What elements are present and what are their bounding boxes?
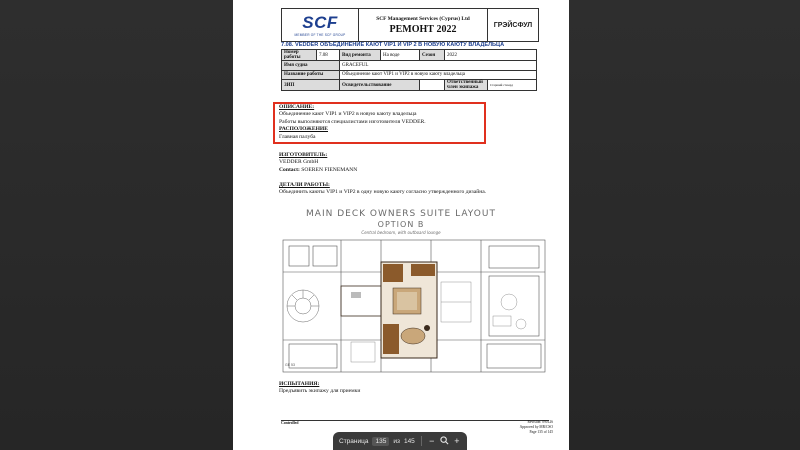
table-row (282, 61, 537, 71)
job-name-label: Название работы (282, 70, 340, 80)
table-row (282, 50, 537, 61)
work-title: 7.08. VEDDER ОБЪЕДИНЕНИЕ КАЮТ VIP1 И VIP 2 В НОВУЮ КАЮТУ ВЛАДЕЛЬЦА (281, 42, 505, 48)
responsible: Старший стюард (488, 80, 537, 91)
contact-label: Contact: (279, 166, 300, 173)
floor-plan-drawing (281, 232, 549, 377)
season-label: Сезон (420, 50, 445, 61)
footer-meta (495, 420, 553, 435)
inspection-value (420, 80, 445, 91)
footer-revision: Revision: 090126 (527, 420, 553, 424)
description-line: Работы выполняются специалистами изготовителя VEDDER. (279, 118, 426, 125)
footer-approved: Approved by MR/CSO (519, 425, 553, 429)
page-label: Страница (339, 437, 369, 445)
document-header (281, 8, 539, 42)
work-no-label: Номер работы (282, 50, 317, 61)
plan-subtitle: Central bedroom, with outboard lounge (361, 230, 441, 235)
page-navigation-bar (333, 432, 467, 450)
company-cell (359, 9, 488, 41)
ship-name: GRACEFUL (340, 61, 537, 71)
description-heading: ОПИСАНИЕ: (279, 104, 315, 110)
zoom-icon[interactable] (440, 436, 449, 447)
zoom-out-button[interactable]: − (429, 436, 435, 446)
toolbar-divider (421, 436, 422, 446)
description-line: Объединение кают VIP1 и VIP2 в новую каюту владельца (279, 111, 417, 118)
contact-name: SOEREN FIENEMANN (301, 166, 358, 173)
season: 2022 (445, 50, 537, 61)
page-of-label: из (393, 437, 400, 445)
work-no: 7.08 (317, 50, 340, 61)
work-info-table (281, 49, 537, 91)
zip-label: ЗИП (282, 80, 340, 91)
ship-name-label: Имя судна (282, 61, 340, 71)
manufacturer-section (279, 152, 357, 174)
repair-type-label: Вид ремонта (340, 50, 381, 61)
footer-controlled: Controlled (281, 421, 299, 425)
total-pages: 145 (403, 437, 415, 445)
ship-name-header: ГРЭЙСФУЛ (493, 21, 533, 29)
current-page-input[interactable]: 135 (372, 437, 389, 446)
furniture-sketch (351, 282, 526, 362)
job-name: Объединение кают VIP1 и VIP2 в новую каюту владельца (340, 70, 537, 80)
logo-tagline: MEMBER OF THE SCF GROUP (294, 32, 346, 37)
tests-heading: ИСПЫТАНИЯ: (279, 381, 320, 387)
table-row (282, 80, 537, 91)
zoom-in-button[interactable]: + (454, 436, 460, 446)
description-section (279, 104, 426, 141)
suite-interior (341, 262, 437, 358)
manufacturer-heading: ИЗГОТОВИТЕЛЬ: (279, 152, 328, 158)
staircase-icon (287, 290, 319, 322)
plan-title: MAIN DECK OWNERS SUITE LAYOUT (306, 209, 496, 219)
company-logo (282, 9, 359, 41)
location-heading: РАСПОЛОЖЕНИЕ (279, 126, 328, 133)
plan-option: OPTION B (377, 220, 425, 229)
footer-page: Page 135 of 145 (529, 430, 553, 434)
details-heading: ДЕТАЛИ РАБОТЫ: (279, 182, 330, 188)
tests-text: Предъявить экипажу для приемки (279, 388, 361, 395)
company-name: SCF Management Services (Cyprus) Ltd (376, 15, 470, 22)
manufacturer-contact (279, 167, 357, 174)
location-value: Главная палуба (279, 133, 316, 140)
details-text: Объединить каюты VIP1 и VIP2 в одну новую каюту согласно утвержденного дизайна. (279, 189, 487, 196)
inspection-label: Освидетельствование (340, 80, 420, 91)
document-page (233, 0, 569, 450)
manufacturer-name: VEDDER GmbH (279, 159, 319, 166)
table-row (282, 70, 537, 80)
frame-label: GE 53 (285, 363, 295, 367)
details-section (279, 182, 486, 197)
repair-type: На воде (381, 50, 420, 61)
responsible-label: Ответственный член экипажа (445, 80, 488, 91)
repair-title: РЕМОНТ 2022 (389, 23, 457, 35)
logo-text: SCF (302, 12, 338, 32)
tests-section (279, 381, 360, 396)
